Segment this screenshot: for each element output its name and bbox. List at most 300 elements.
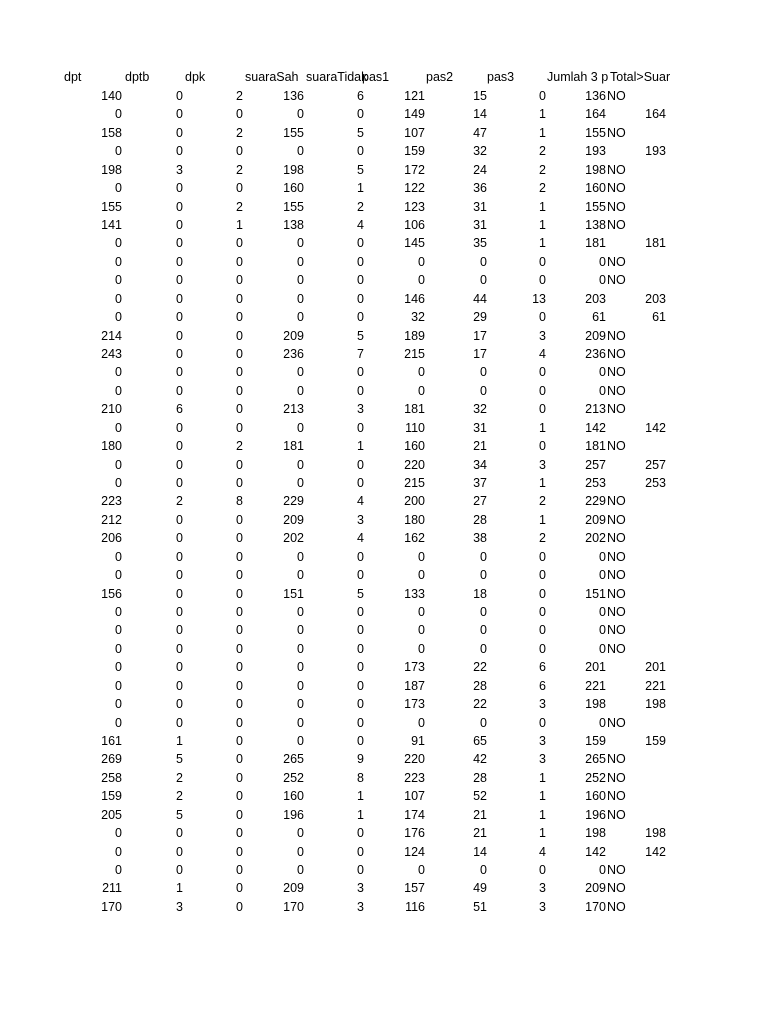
table-cell: 0 [357,623,364,638]
table-cell: 0 [297,549,304,564]
table-cell: 181 [585,236,606,251]
table-cell: 161 [101,734,122,749]
table-cell: NO [607,789,626,804]
table-cell: 0 [115,568,122,583]
table-cell: 0 [480,365,487,380]
table-cell: 159 [645,734,666,749]
table-cell: 0 [539,439,546,454]
table-cell: 2 [236,89,243,103]
table-cell: 265 [283,752,304,767]
table-cell: 1 [539,125,546,140]
table-cell: 142 [645,844,666,859]
table-cell: 0 [297,715,304,730]
table-cell: 198 [585,697,606,712]
table-cell: 2 [236,199,243,214]
table-cell: 1 [539,770,546,785]
table-cell: 220 [404,752,425,767]
table-cell: 0 [115,181,122,196]
table-cell: 155 [585,199,606,214]
column-header: Jumlah 3 p [547,70,609,84]
table-cell: 2 [176,494,183,509]
table-cell: 0 [115,254,122,269]
table-cell: 0 [236,807,243,822]
table-cell: 35 [473,236,487,251]
table-cell: 0 [357,641,364,656]
table-cell: 136 [585,89,606,103]
table-cell: 146 [404,291,425,306]
table-cell: 203 [585,291,606,306]
table-cell: 170 [101,899,122,914]
table-cell: 2 [539,494,546,509]
table-cell: 196 [283,807,304,822]
table-cell: 181 [283,439,304,454]
table-cell: 0 [599,568,606,583]
table-cell: 0 [539,568,546,583]
table-cell: 136 [283,89,304,103]
table-cell: 0 [599,549,606,564]
table-cell: 174 [404,807,425,822]
table-cell: 0 [236,789,243,804]
table-cell: 0 [480,623,487,638]
table-cell: 0 [480,715,487,730]
table-cell: 0 [297,678,304,693]
table-cell: 0 [176,641,183,656]
table-cell: 0 [357,310,364,325]
table-cell: 0 [297,383,304,398]
table-cell: 0 [236,899,243,914]
table-cell: 65 [473,734,487,749]
table-cell: 0 [236,844,243,859]
table-cell: 36 [473,181,487,196]
table-cell: 0 [236,383,243,398]
table-cell: 0 [480,254,487,269]
table-cell: 0 [297,107,304,122]
table-cell: 211 [102,881,122,896]
table-cell: 0 [176,291,183,306]
table-cell: 257 [645,457,666,472]
table-cell: 265 [585,752,606,767]
table-cell: 0 [115,697,122,712]
table-cell: 0 [539,402,546,417]
table-cell: 149 [404,107,425,122]
table-cell: 0 [176,328,183,343]
table-cell: 0 [236,752,243,767]
table-cell: 0 [236,568,243,583]
table-cell: 1 [357,439,364,454]
table-cell: 181 [404,402,425,417]
table-cell: 61 [652,310,666,325]
table-cell: NO [607,402,626,417]
table-cell: 203 [645,291,666,306]
table-cell: 31 [473,218,487,232]
table-cell: 160 [283,789,304,804]
table-cell: 0 [236,734,243,749]
table-cell: 9 [357,752,364,767]
table-cell: 0 [115,144,122,159]
table-cell: 2 [236,439,243,454]
table-cell: 189 [404,328,425,343]
table-cell: 91 [411,734,425,749]
table-cell: 14 [473,107,487,122]
table-cell: 0 [539,863,546,878]
table-cell: 142 [645,420,666,435]
table-cell: 202 [283,531,304,546]
table-cell: NO [607,549,626,564]
table-cell: 3 [357,899,364,914]
table-cell: NO [607,641,626,656]
column-header: pas1 [362,70,390,84]
table-cell: 8 [236,494,243,509]
table-cell: 6 [357,89,364,103]
table-cell: 160 [404,439,425,454]
table-cell: 201 [585,660,606,675]
table-cell: 0 [357,254,364,269]
table-cell: 1 [539,420,546,435]
table-cell: 0 [599,383,606,398]
table-cell: 229 [585,494,606,509]
table-cell: 8 [357,770,364,785]
table-cell: 0 [418,568,425,583]
table-cell: 0 [297,457,304,472]
table-cell: 187 [404,678,425,693]
table-cell: 4 [357,218,364,232]
table-cell: 1 [539,807,546,822]
table-cell: 0 [480,273,487,288]
table-cell: 223 [101,494,122,509]
table-cell: 181 [645,236,666,251]
table-cell: 0 [236,586,243,601]
table-cell: 0 [236,531,243,546]
table-cell: 0 [176,605,183,620]
table-cell: 6 [539,660,546,675]
table-cell: 229 [283,494,304,509]
table-cell: 0 [418,365,425,380]
table-cell: 198 [585,162,606,177]
table-cell: 1 [539,199,546,214]
table-cell: 0 [176,254,183,269]
table-cell: 0 [480,568,487,583]
table-cell: 0 [539,715,546,730]
table-cell: NO [607,494,626,509]
table-cell: 13 [532,291,546,306]
table-cell: 0 [297,144,304,159]
table-cell: 3 [539,734,546,749]
table-cell: 0 [418,863,425,878]
table-cell: 1 [539,236,546,251]
table-cell: 0 [297,623,304,638]
table-cell: 0 [236,144,243,159]
table-cell: 0 [176,125,183,140]
table-cell: 0 [357,697,364,712]
table-cell: NO [607,254,626,269]
table-cell: 0 [236,770,243,785]
table-cell: 0 [115,236,122,251]
table-cell: 17 [473,328,487,343]
table-cell: 140 [101,89,122,103]
table-cell: 0 [115,273,122,288]
table-cell: 0 [480,549,487,564]
table-cell: 138 [585,218,606,232]
table-cell: 3 [539,752,546,767]
table-cell: 31 [473,199,487,214]
table-cell: 0 [357,734,364,749]
table-cell: 173 [404,660,425,675]
table-cell: 133 [404,586,425,601]
table-cell: 0 [539,623,546,638]
table-cell: 3 [357,881,364,896]
table-cell: 44 [473,291,487,306]
table-cell: 22 [473,660,487,675]
table-cell: 107 [404,125,425,140]
table-cell: 0 [539,254,546,269]
table-cell: 0 [236,254,243,269]
table-cell: 0 [418,605,425,620]
table-cell: 0 [236,402,243,417]
table-cell: 0 [176,678,183,693]
table-cell: 0 [357,844,364,859]
table-cell: NO [607,715,626,730]
table-cell: 209 [585,512,606,527]
table-cell: 1 [357,807,364,822]
table-cell: 1 [176,881,183,896]
table-cell: 0 [297,844,304,859]
table-cell: 0 [357,236,364,251]
table-cell: 116 [405,899,425,914]
table-cell: 1 [539,789,546,804]
table-cell: 0 [176,144,183,159]
table-cell: 0 [236,512,243,527]
table-cell: 2 [539,181,546,196]
table-cell: 0 [176,512,183,527]
table-cell: 200 [404,494,425,509]
table-cell: NO [607,273,626,288]
table-cell: 3 [539,328,546,343]
table-cell: 0 [115,863,122,878]
table-cell: 1 [539,107,546,122]
table-cell: 193 [585,144,606,159]
table-cell: 0 [539,605,546,620]
table-cell: 0 [297,365,304,380]
table-cell: 0 [539,641,546,656]
table-cell: 0 [297,568,304,583]
table-cell: NO [607,89,626,103]
table-cell: 2 [357,199,364,214]
table-cell: 142 [585,844,606,859]
table-cell: 124 [404,844,425,859]
table-cell: 0 [176,107,183,122]
table-cell: 258 [101,770,122,785]
table-cell: 15 [473,89,487,103]
table-cell: 223 [404,770,425,785]
table-cell: 236 [283,347,304,362]
table-cell: 0 [236,605,243,620]
table-cell: 38 [473,531,487,546]
table-cell: 0 [418,641,425,656]
table-cell: NO [607,770,626,785]
table-cell: 0 [539,310,546,325]
table-cell: 2 [176,789,183,804]
table-cell: 253 [585,476,606,491]
table-cell: 0 [357,291,364,306]
table-cell: 0 [176,236,183,251]
table-cell: 151 [283,586,304,601]
table-cell: NO [607,605,626,620]
table-cell: 0 [115,660,122,675]
table-cell: 7 [357,347,364,362]
table-cell: 4 [539,347,546,362]
column-header: suaraSah [245,70,299,84]
table-cell: 221 [645,678,666,693]
table-cell: 198 [645,826,666,841]
table-cell: 0 [115,383,122,398]
table-cell: 0 [176,623,183,638]
table-cell: 145 [404,236,425,251]
table-cell: 29 [473,310,487,325]
table-cell: 0 [115,476,122,491]
table-cell: 21 [473,826,487,841]
table-cell: NO [607,586,626,601]
table-cell: 193 [645,144,666,159]
table-cell: 0 [539,549,546,564]
table-cell: 0 [297,734,304,749]
table-cell: 209 [585,328,606,343]
table-cell: 0 [297,273,304,288]
table-cell: NO [607,162,626,177]
table-cell: 2 [236,125,243,140]
table-cell: 27 [473,494,487,509]
table-cell: 0 [236,181,243,196]
table-cell: 213 [283,402,304,417]
table-cell: NO [607,807,626,822]
table-cell: 0 [176,476,183,491]
table-cell: 0 [115,365,122,380]
table-cell: 49 [473,881,487,896]
table-cell: 155 [101,199,122,214]
table-cell: 213 [585,402,606,417]
table-cell: 0 [599,365,606,380]
table-cell: 0 [297,291,304,306]
table-cell: 5 [357,586,364,601]
table-cell: 0 [539,89,546,103]
table-cell: 0 [599,641,606,656]
table-cell: 3 [176,899,183,914]
table-cell: 196 [585,807,606,822]
table-cell: NO [607,899,626,914]
table-cell: 1 [236,218,243,232]
table-cell: 0 [176,549,183,564]
table-cell: 0 [115,420,122,435]
table-cell: 37 [473,476,487,491]
column-header: dpt [64,70,82,84]
table-cell: 0 [236,826,243,841]
table-cell: 164 [585,107,606,122]
table-cell: 257 [585,457,606,472]
table-cell: 210 [101,402,122,417]
table-cell: 151 [585,586,606,601]
table-cell: 107 [404,789,425,804]
table-cell: 215 [404,476,425,491]
table-cell: 3 [539,697,546,712]
table-cell: 0 [357,549,364,564]
table-cell: 0 [236,273,243,288]
table-cell: 0 [357,420,364,435]
table-cell: 28 [473,678,487,693]
table-cell: 0 [236,347,243,362]
table-cell: 220 [404,457,425,472]
table-cell: 0 [115,623,122,638]
table-cell: 106 [404,218,425,232]
table-cell: 0 [357,383,364,398]
table-cell: 0 [599,273,606,288]
table-cell: NO [607,512,626,527]
table-cell: 176 [404,826,425,841]
table-cell: 18 [473,586,487,601]
table-cell: 0 [236,549,243,564]
table-cell: 180 [101,439,122,454]
table-cell: 159 [585,734,606,749]
table-cell: 198 [101,162,122,177]
table-cell: 0 [236,236,243,251]
table-cell: 159 [101,789,122,804]
table-cell: NO [607,752,626,767]
table-cell: 0 [236,310,243,325]
table-cell: 42 [473,752,487,767]
table-cell: 206 [101,531,122,546]
table-cell: 32 [473,402,487,417]
table-cell: 0 [236,697,243,712]
table-cell: 0 [176,273,183,288]
table-cell: 0 [176,383,183,398]
table-cell: 0 [236,476,243,491]
table-cell: 0 [418,254,425,269]
table-cell: 61 [592,310,606,325]
table-cell: 0 [297,826,304,841]
table-cell: 0 [236,623,243,638]
table-cell: 269 [101,752,122,767]
table-cell: 0 [599,254,606,269]
table-cell: 0 [176,586,183,601]
table-cell: 2 [539,162,546,177]
table-cell: NO [607,568,626,583]
table-cell: 21 [473,807,487,822]
table-cell: 180 [404,512,425,527]
table-cell: 138 [283,218,304,232]
table-cell: 31 [473,420,487,435]
table-cell: 14 [473,844,487,859]
table-cell: 0 [236,641,243,656]
table-cell: 21 [473,439,487,454]
table-cell: NO [607,439,626,454]
table-cell: NO [607,531,626,546]
table-cell: 0 [236,107,243,122]
table-cell: 1 [357,789,364,804]
table-cell: 122 [404,181,425,196]
table-cell: 0 [115,549,122,564]
table-cell: 0 [357,476,364,491]
column-header: dptb [125,70,150,84]
table-cell: 243 [101,347,122,362]
table-cell: 0 [176,697,183,712]
table-cell: 0 [176,310,183,325]
table-cell: 0 [357,568,364,583]
table-cell: 209 [283,512,304,527]
table-cell: 0 [115,715,122,730]
table-cell: 0 [297,863,304,878]
table-cell: 236 [585,347,606,362]
table-cell: 3 [176,162,183,177]
table-cell: 209 [283,328,304,343]
table-cell: 142 [585,420,606,435]
